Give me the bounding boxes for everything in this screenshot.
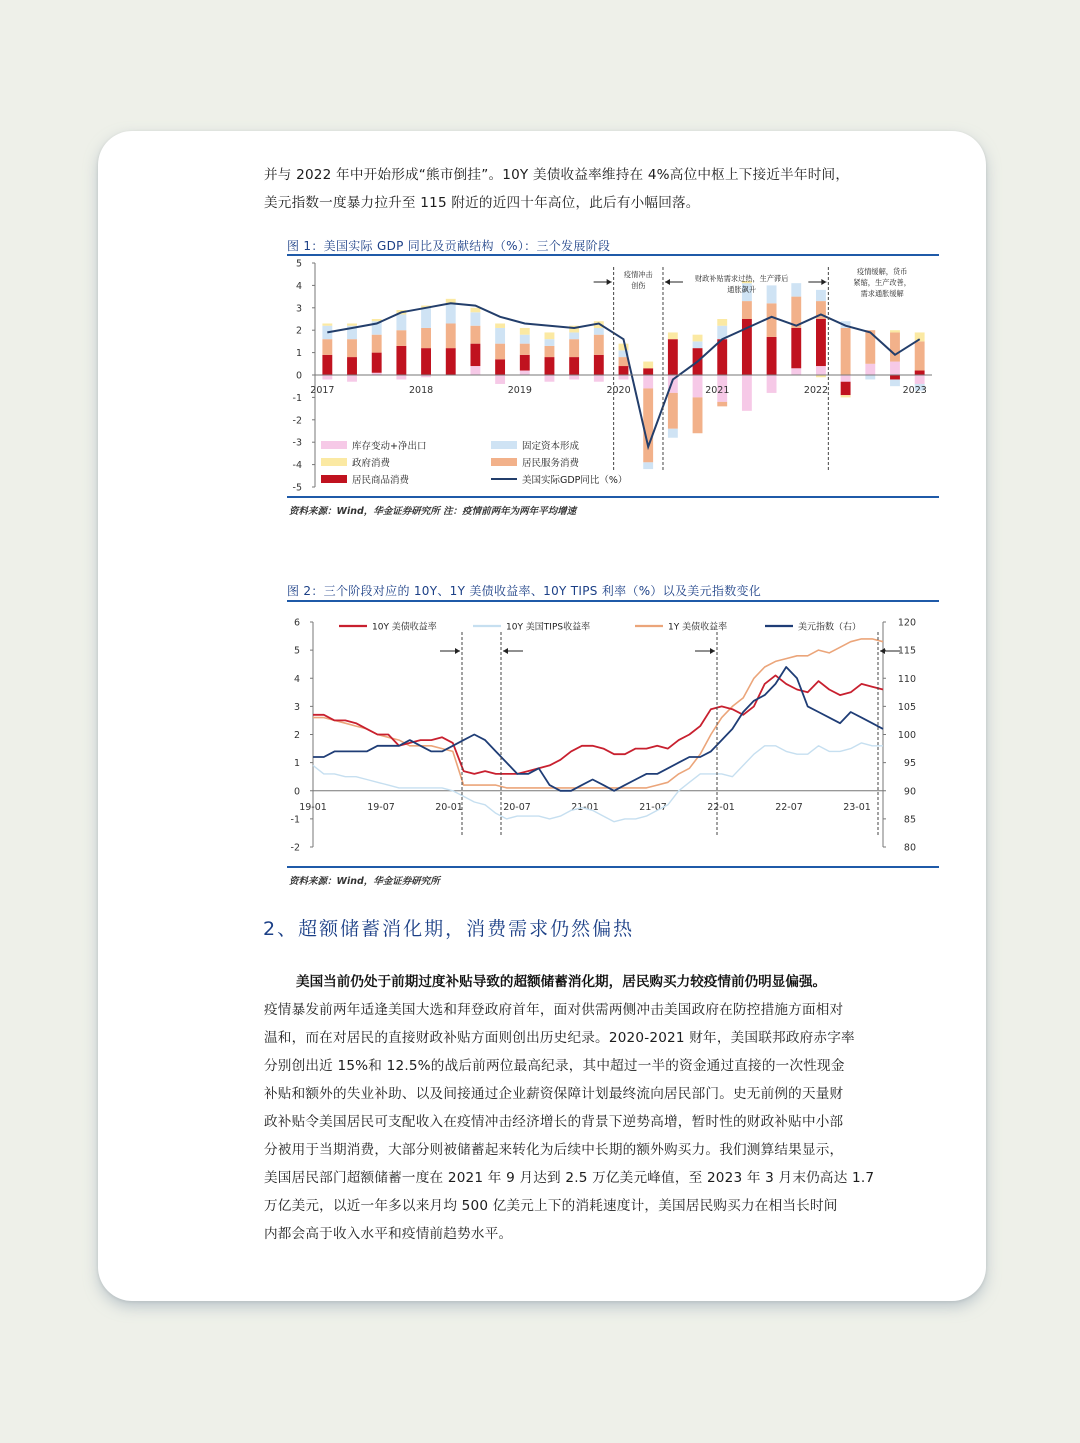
bar-segment	[668, 339, 678, 375]
phase-arrowhead	[607, 279, 612, 285]
x-tick-label: 22-07	[775, 801, 803, 813]
bar-segment	[890, 379, 900, 386]
left-tick-label: 3	[293, 701, 300, 713]
bar-segment	[495, 344, 505, 360]
bar-segment	[396, 346, 406, 375]
bar-segment	[470, 344, 480, 366]
phase-label: 疫情缓解，货币	[857, 267, 908, 276]
right-tick-label: 80	[903, 842, 916, 854]
y-tick-label: -5	[292, 482, 302, 494]
x-tick-label: 2018	[409, 385, 434, 396]
bar-segment	[791, 368, 801, 375]
y-tick-label: 4	[295, 280, 302, 292]
legend-label: 固定资本形成	[522, 441, 580, 452]
left-tick-label: 5	[293, 645, 300, 657]
bar-segment	[495, 323, 505, 327]
bar-segment	[347, 375, 357, 382]
bar-segment	[569, 357, 579, 375]
bar-segment	[841, 328, 851, 375]
bar-segment	[865, 375, 875, 379]
bar-segment	[890, 375, 900, 379]
bar-segment	[495, 375, 505, 384]
body-line: 内都会高于收入水平和疫情前趋势水平。	[264, 1226, 513, 1242]
bar-segment	[520, 344, 530, 355]
bar-segment	[372, 335, 382, 353]
bar-segment	[396, 330, 406, 346]
phase-label: 创伤	[631, 281, 646, 290]
bar-segment	[742, 301, 752, 319]
body-lead: 美国当前仍处于前期过度补贴导致的超额储蓄消化期，居民购买力较疫情前仍明显偏强。	[296, 974, 827, 990]
series-line	[313, 667, 883, 791]
bar-segment	[668, 332, 678, 339]
right-tick-label: 85	[903, 814, 916, 826]
x-tick-label: 2020	[606, 385, 631, 396]
body-line: 温和，而在对居民的直接财政补贴方面则创出历史纪录。2020-2021 财年，美国联邦政府赤字率	[264, 1030, 855, 1046]
bar-segment	[791, 328, 801, 368]
bar-segment	[322, 375, 332, 379]
bar-segment	[446, 323, 456, 348]
x-tick-label: 2022	[803, 385, 829, 396]
right-tick-label: 90	[903, 786, 916, 798]
bar-segment	[668, 393, 678, 429]
y-tick-label: 0	[295, 370, 302, 382]
phase-label: 财政补贴需求过热，生产滞后	[694, 274, 789, 283]
bar-segment	[742, 375, 752, 411]
y-tick-label: 3	[295, 303, 302, 315]
bar-segment	[767, 337, 777, 375]
bar-segment	[619, 366, 629, 375]
phase-label: 疫情冲击	[623, 270, 653, 279]
bar-segment	[643, 388, 653, 462]
right-tick-label: 120	[897, 617, 916, 629]
bar-segment	[545, 339, 555, 346]
bar-segment	[594, 355, 604, 375]
bar-segment	[446, 348, 456, 375]
legend-swatch	[491, 441, 517, 449]
figure-2-bottom-rule	[287, 866, 939, 868]
legend-label: 政府消费	[352, 458, 391, 469]
legend-swatch	[321, 441, 347, 449]
left-tick-label: 2	[293, 730, 300, 741]
x-tick-label: 2017	[310, 385, 335, 396]
x-tick-label: 21-01	[571, 801, 599, 813]
figure-2-title: 图 2：三个阶段对应的 10Y、1Y 美债收益率、10Y TIPS 利率（%）以及美元指数变化	[287, 584, 762, 598]
bar-segment	[717, 339, 727, 375]
bar-segment	[693, 397, 703, 433]
legend-swatch	[491, 458, 517, 466]
figure-1-chart	[287, 256, 939, 496]
bar-segment	[643, 362, 653, 369]
bar-segment	[865, 364, 875, 375]
bar-segment	[545, 357, 555, 375]
bar-segment	[890, 362, 900, 375]
bar-segment	[816, 366, 826, 375]
bar-segment	[767, 285, 777, 303]
bar-segment	[470, 308, 480, 312]
y-tick-label: 5	[295, 258, 302, 270]
bar-segment	[841, 395, 851, 397]
x-tick-label: 20-01	[435, 801, 463, 813]
left-tick-label: 6	[293, 617, 300, 629]
figure-1-bottom-rule	[287, 496, 939, 498]
bar-segment	[594, 375, 604, 382]
y-tick-label: -3	[292, 437, 302, 449]
y-tick-label: -2	[292, 415, 302, 427]
right-tick-label: 95	[903, 758, 916, 770]
phase-arrowhead	[503, 648, 508, 654]
legend-label: 10Y 美债收益率	[372, 622, 437, 633]
series-line	[313, 675, 883, 774]
bar-segment	[421, 308, 431, 328]
body-line: 疫情暴发前两年适逢美国大选和拜登政府首年，面对供需两侧冲击美国政府在防控措施方面相对	[264, 1002, 844, 1018]
legend-label: 美元指数（右）	[798, 622, 862, 633]
bar-segment	[347, 323, 357, 325]
bar-segment	[693, 335, 703, 342]
bar-segment	[619, 344, 629, 351]
legend-label: 居民服务消费	[522, 458, 580, 469]
bar-segment	[643, 368, 653, 375]
left-tick-label: 0	[293, 786, 300, 798]
bar-segment	[545, 346, 555, 357]
bar-segment	[396, 375, 406, 379]
bar-segment	[594, 335, 604, 355]
bar-segment	[495, 359, 505, 375]
figure-1-source: 资料来源：Wind，华金证券研究所 注：疫情前两年为两年平均增速	[289, 506, 577, 517]
intro-line-1: 并与 2022 年中开始形成“熊市倒挂”。10Y 美债收益率维持在 4%高位中枢上下接近半年时间，	[264, 167, 850, 183]
bar-segment	[520, 328, 530, 335]
bar-segment	[668, 429, 678, 438]
body-line: 分被用于当期消费，大部分则被储蓄起来转化为后续中长期的额外购买力。我们测算结果显示，	[264, 1142, 844, 1158]
bar-segment	[569, 375, 579, 379]
bar-segment	[520, 335, 530, 344]
bar-segment	[841, 382, 851, 395]
body-line: 万亿美元，以近一年多以来月均 500 亿美元上下的消耗速度计，美国居民购买力在相当长时间	[264, 1198, 838, 1214]
bar-segment	[717, 319, 727, 326]
legend-label: 库存变动+净出口	[352, 441, 427, 452]
intro-line-2: 美元指数一度暴力拉升至 115 附近的近四十年高位，此后有小幅回落。	[264, 195, 700, 211]
phase-arrowhead	[455, 648, 460, 654]
bar-segment	[643, 462, 653, 469]
y-tick-label: 2	[295, 325, 302, 337]
legend-label: 10Y 美国TIPS收益率	[506, 622, 591, 633]
right-tick-label: 100	[897, 730, 916, 741]
bar-segment	[841, 375, 851, 382]
body-line: 补贴和额外的失业补助、以及间接通过企业薪资保障计划最终流向居民部门。史无前例的天量财	[264, 1086, 844, 1102]
bar-segment	[470, 312, 480, 325]
bar-segment	[545, 375, 555, 382]
bar-segment	[569, 339, 579, 357]
x-tick-label: 19-01	[299, 801, 327, 813]
bar-segment	[643, 375, 653, 388]
right-tick-label: 110	[897, 673, 916, 685]
bar-segment	[791, 283, 801, 296]
bar-segment	[767, 303, 777, 337]
right-tick-label: 105	[897, 701, 916, 713]
series-line	[313, 639, 883, 788]
bar-segment	[890, 330, 900, 332]
bar-segment	[915, 371, 925, 375]
x-tick-label: 2023	[902, 385, 927, 396]
right-tick-label: 115	[897, 645, 916, 657]
bar-segment	[470, 366, 480, 375]
bar-segment	[915, 341, 925, 370]
bar-segment	[816, 290, 826, 301]
left-tick-label: 1	[293, 758, 300, 770]
phase-label: 需求通胀缓解	[860, 289, 904, 298]
bar-segment	[816, 319, 826, 366]
bar-segment	[520, 371, 530, 375]
x-tick-label: 23-01	[843, 801, 871, 813]
left-tick-label: 4	[293, 673, 300, 685]
y-tick-label: -1	[292, 392, 302, 404]
phase-label: 紧缩，生产改善，	[853, 278, 911, 287]
bar-segment	[915, 375, 925, 384]
phase-label: 通胀飙升	[727, 285, 757, 294]
bar-segment	[322, 339, 332, 355]
body-line: 政补贴令美国居民可支配收入在疫情冲击经济增长的背景下逆势高增，暂时性的财政补贴中小部	[264, 1114, 844, 1130]
bar-segment	[322, 355, 332, 375]
legend-label: 居民商品消费	[352, 475, 410, 486]
phase-arrowhead	[665, 279, 670, 285]
y-tick-label: -4	[292, 460, 302, 472]
phase-arrowhead	[710, 648, 715, 654]
y-tick-label: 1	[295, 348, 302, 360]
figure-2-chart	[287, 602, 939, 866]
legend-label: 1Y 美债收益率	[668, 622, 728, 633]
figure-1-title: 图 1：美国实际 GDP 同比及贡献结构（%）：三个发展阶段	[287, 239, 611, 253]
figure-2-source: 资料来源：Wind，华金证券研究所	[289, 876, 440, 887]
legend-swatch	[321, 475, 347, 483]
x-tick-label: 22-01	[707, 801, 735, 813]
x-tick-label: 19-07	[367, 801, 395, 813]
bar-segment	[470, 326, 480, 344]
bar-segment	[717, 402, 727, 406]
section-heading: 2、超额储蓄消化期，消费需求仍然偏热	[263, 918, 635, 940]
bar-segment	[372, 353, 382, 373]
bar-segment	[767, 375, 777, 393]
bar-segment	[347, 357, 357, 375]
legend-swatch	[321, 458, 347, 466]
left-tick-label: -1	[290, 814, 300, 826]
bar-segment	[347, 339, 357, 357]
bar-segment	[322, 323, 332, 325]
bar-segment	[421, 348, 431, 375]
bar-segment	[495, 328, 505, 344]
body-line: 美国居民部门超额储蓄一度在 2021 年 9 月达到 2.5 万亿美元峰值，至 2023 年 3 月末仍高达 1.7	[264, 1170, 875, 1186]
x-tick-label: 2021	[705, 385, 730, 396]
bar-segment	[446, 303, 456, 323]
bar-segment	[594, 328, 604, 335]
bar-segment	[569, 332, 579, 339]
bar-segment	[619, 375, 629, 379]
bar-segment	[396, 315, 406, 331]
body-line: 分别创出近 15%和 12.5%的战后前两位最高纪录，其中超过一半的资金通过直接的一次性现金	[264, 1058, 845, 1074]
x-tick-label: 2019	[507, 385, 532, 396]
bar-segment	[545, 332, 555, 339]
phase-arrowhead	[821, 279, 826, 285]
bar-segment	[693, 341, 703, 348]
bar-segment	[890, 332, 900, 361]
bar-segment	[693, 375, 703, 397]
bar-segment	[520, 355, 530, 371]
legend-label: 美国实际GDP同比（%）	[522, 475, 628, 486]
x-tick-label: 20-07	[503, 801, 531, 813]
left-tick-label: -2	[290, 842, 300, 854]
bar-segment	[421, 328, 431, 348]
x-tick-label: 21-07	[639, 801, 667, 813]
